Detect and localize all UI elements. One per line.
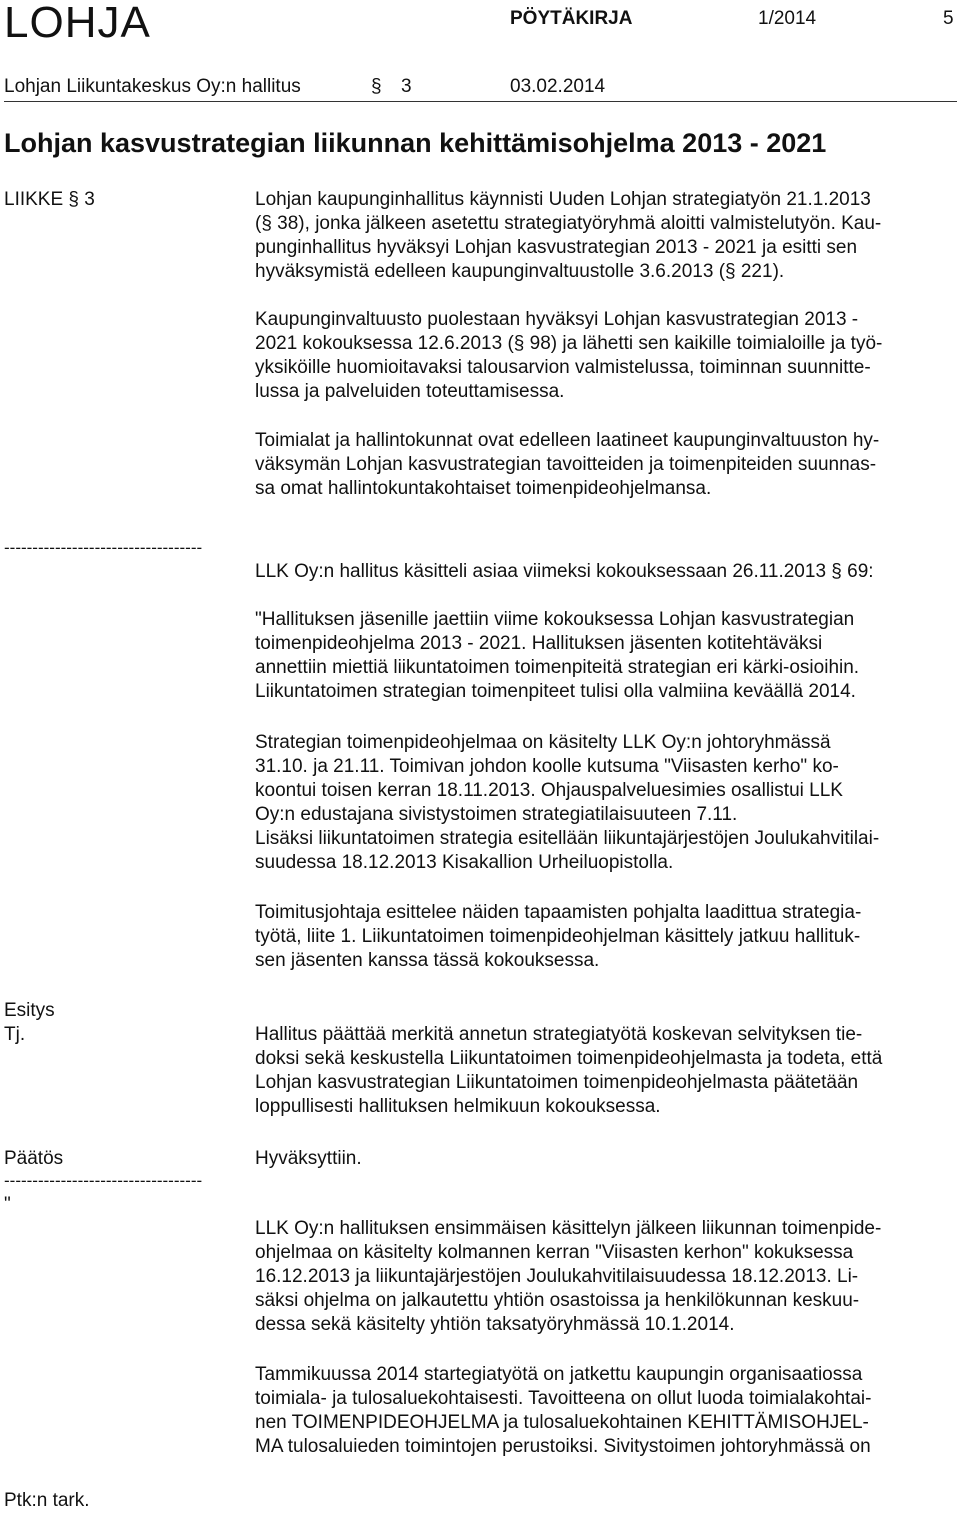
text-line: 2021 kokouksessa 12.6.2013 (§ 98) ja lähetti sen kaikille toimialoille ja työ- [255, 333, 883, 354]
text-line: Toimialat ja hallintokunnat ovat edelleen laatineet kaupunginvaltuuston hy- [255, 430, 880, 451]
text-line: Tammikuussa 2014 startegiatyötä on jatkettu kaupungin organisaatiossa [255, 1364, 863, 1385]
text-line: dessa sekä käsitelty yhtiön taksatyöryhmässä 10.1.2014. [255, 1314, 735, 1335]
text-line: hyväksymistä edelleen kaupunginvaltuustolle 3.6.2013 (§ 221). [255, 261, 785, 282]
page-title: Lohjan kasvustrategian liikunnan kehittämisohjelma 2013 - 2021 [4, 128, 827, 158]
paragraph [255, 608, 958, 704]
text-line: "Hallituksen jäsenille jaettiin viime kokouksessa Lohjan kasvustrategian [255, 609, 855, 630]
text-line: Strategian toimenpideohjelmaa on käsitelty LLK Oy:n johtoryhmässä [255, 732, 831, 753]
text-line: Lisäksi liikuntatoimen strategia esitellään liikuntajärjestöjen Joulukahvitilai- [255, 828, 880, 849]
paragraph [255, 188, 958, 284]
paatos-label: Päätös [4, 1148, 64, 1169]
text-line: toimiala- ja tulosaluekohtaisesti. Tavoitteena on ollut luoda toimialakohtai- [255, 1388, 872, 1409]
paragraph [255, 1363, 958, 1459]
page-number: 5 [943, 8, 954, 29]
text-line: väksymän Lohjan kasvustrategian tavoitteiden ja toimenpiteiden suunnas- [255, 454, 877, 475]
meeting-date: 03.02.2014 [510, 76, 606, 97]
text-line: lussa ja palveluiden toteuttamisessa. [255, 381, 565, 402]
text-line: LLK Oy:n hallitus käsitteli asiaa viimeksi kokouksessaan 26.11.2013 § 69: [255, 561, 874, 582]
text-line: (§ 38), jonka jälkeen asetettu strategiatyöryhmä aloitti valmistelutyön. Kau- [255, 213, 882, 234]
document-number: 1/2014 [758, 8, 817, 29]
text-line: LLK Oy:n hallituksen ensimmäisen käsittelyn jälkeen liikunnan toimenpide- [255, 1218, 882, 1239]
paragraph [255, 560, 958, 584]
text-line: Lohjan kaupunginhallitus käynnisti Uuden Lohjan strategiatyön 21.1.2013 [255, 189, 871, 210]
text-line: Toimitusjohtaja esittelee näiden tapaamisten pohjalta laadittua strategia- [255, 902, 862, 923]
text-line: sen jäsenten kanssa tässä kokouksessa. [255, 950, 600, 971]
text-line: annettiin miettiä liikuntatoimen toimenpiteitä strategian eri kärki-osioihin. [255, 657, 860, 678]
text-line: Kaupunginvaltuusto puolestaan hyväksyi Lohjan kasvustrategian 2013 - [255, 309, 859, 330]
quote-mark: " [4, 1194, 11, 1215]
esitys-label: Esitys [4, 1000, 55, 1021]
paragraph [255, 901, 958, 973]
header-divider [4, 101, 957, 102]
text-line: 31.10. ja 21.11. Toimivan johdon koolle kutsuma "Viisasten kerho" ko- [255, 756, 839, 777]
text-line: nen TOIMENPIDEOHJELMA ja tulosaluekohtainen KEHITTÄMISOHJEL- [255, 1412, 869, 1433]
case-reference: LIIKKE § 3 [4, 189, 95, 210]
separator-dashes: ----------------------------------- [4, 538, 203, 557]
text-line: MA tulosaluieden toimintojen perustoiksi. Sivitystoimen johtoryhmässä on [255, 1436, 871, 1457]
text-line: loppullisesti hallituksen helmikuun kokouksessa. [255, 1096, 661, 1117]
proposal-paragraph [255, 1023, 958, 1119]
text-line: Lohjan kasvustrategian Liikuntatoimen toimenpideohjelmasta päätetään [255, 1072, 859, 1093]
text-line: yksiköille huomioitavaksi talousarvion valmistelussa, toiminnan suunnitte- [255, 357, 871, 378]
body-name: Lohjan Liikuntakeskus Oy:n hallitus [4, 76, 301, 97]
document-type: PÖYTÄKIRJA [510, 8, 633, 29]
paragraph [255, 731, 958, 875]
separator-dashes: ----------------------------------- [4, 1171, 203, 1190]
text-line: 16.12.2013 ja liikuntajärjestöjen Joulukahvitilaisuudessa 18.12.2013. Li- [255, 1266, 859, 1287]
text-line: Liikuntatoimen strategian toimenpiteet tulisi olla valmiina keväällä 2014. [255, 681, 856, 702]
text-line: Hallitus päättää merkitä annetun strategiatyötä koskevan selvityksen tie- [255, 1024, 863, 1045]
text-line: Oy:n edustajana sivistystoimen strategiatilaisuuteen 7.11. [255, 804, 738, 825]
text-line: työtä, liite 1. Liikuntatoimen toimenpideohjelman käsittely jatkuu hallituk- [255, 926, 861, 947]
paragraph [255, 1217, 958, 1337]
text-line: sa omat hallintokuntakohtaiset toimenpideohjelmansa. [255, 478, 712, 499]
text-line: Hyväksyttiin. [255, 1148, 362, 1169]
decision-paragraph [255, 1147, 958, 1171]
text-line: suudessa 18.12.2013 Kisakallion Urheiluopistolla. [255, 852, 674, 873]
tj-label: Tj. [4, 1024, 26, 1045]
logo: LOHJA [4, 0, 151, 47]
section-number: 3 [401, 76, 412, 97]
text-line: ohjelmaa on käsitelty kolmannen kerran "Viisasten kerhon" kokuksessa [255, 1242, 854, 1263]
text-line: punginhallitus hyväksyi Lohjan kasvustrategian 2013 - 2021 ja esitti sen [255, 237, 858, 258]
text-line: toimenpideohjelma 2013 - 2021. Hallituksen jäsenten kotitehtäväksi [255, 633, 823, 654]
section-symbol: § [371, 76, 382, 97]
paragraph [255, 308, 958, 404]
text-line: doksi sekä keskustella Liikuntatoimen toimenpideohjelmasta ja todeta, että [255, 1048, 883, 1069]
paragraph [255, 429, 958, 501]
text-line: koontui toisen kerran 18.11.2013. Ohjauspalveluesimies osallistui LLK [255, 780, 843, 801]
ptk-tark-label: Ptk:n tark. [4, 1490, 90, 1511]
text-line: säksi ohjelma on jalkautettu yhtiön osastoissa ja henkilökunnan keskuu- [255, 1290, 860, 1311]
